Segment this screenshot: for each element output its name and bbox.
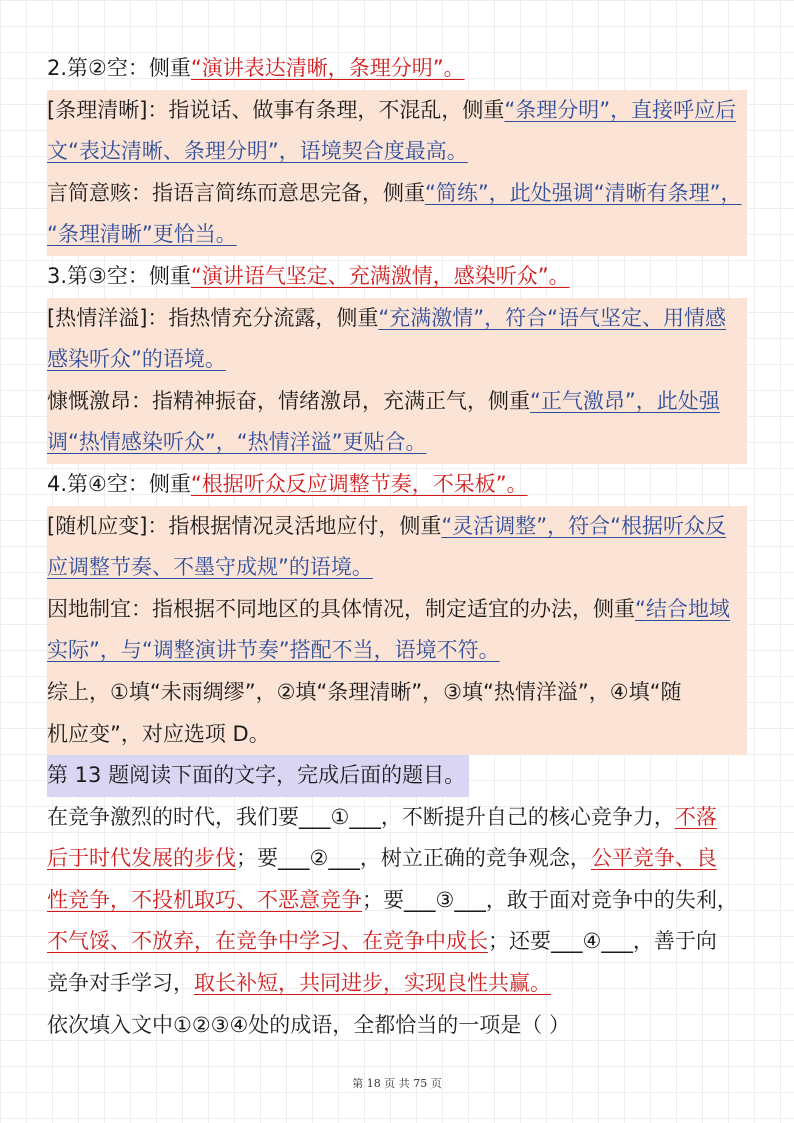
- answer-highlight: “演讲表达清晰，条理分明”。: [190, 56, 465, 80]
- text-line: [47, 131, 747, 173]
- text-segment: 依次填入文中①②③④处的成语，全都恰当的一项是（ ）: [47, 1012, 570, 1037]
- text-line: [47, 589, 747, 631]
- explanation-highlight: “正气激昂”，此处强: [530, 388, 720, 413]
- explanation-highlight: “条理分明”，直接呼应后: [504, 97, 737, 122]
- text-line: [47, 506, 747, 548]
- answer-highlight: 性竞争，不投机取巧、不恶意竞争: [47, 887, 362, 912]
- text-line: [47, 1005, 747, 1047]
- question-heading: 第 13 题阅读下面的文字，完成后面的题目。: [47, 755, 469, 797]
- text-segment: 竞争对手学习，: [47, 971, 194, 996]
- text-line: [47, 672, 747, 714]
- text-segment: ；要___②___，树立正确的竞争观念，: [236, 846, 591, 871]
- text-segment: 言简意赅：指语言简练而意思完备，侧重: [47, 180, 425, 205]
- text-line: [47, 547, 747, 589]
- document-body: [47, 48, 747, 1046]
- text-segment: [随机应变]：指根据情况灵活地应付，侧重: [47, 513, 442, 538]
- text-line: [47, 173, 747, 215]
- text-line: [47, 921, 747, 963]
- text-line: [47, 256, 747, 298]
- text-line: [47, 797, 747, 839]
- explanation-highlight: 应调整节奏、不墨守成规”的语境。: [47, 555, 373, 580]
- text-segment: 在竞争激烈的时代，我们要___①___，不断提升自己的核心竞争力，: [47, 804, 675, 829]
- text-line: [47, 880, 747, 922]
- text-line: [47, 838, 747, 880]
- text-segment: [条理清晰]：指说话、做事有条理，不混乱，侧重: [47, 97, 505, 122]
- text-segment: 综上，①填“未雨绸缪”，②填“条理清晰”，③填“热情洋溢”，④填“随: [47, 679, 682, 704]
- answer-highlight: 公平竞争、良: [590, 846, 717, 871]
- answer-highlight: 后于时代发展的步伐: [47, 846, 236, 871]
- text-segment: 机应变”，对应选项 D。: [47, 721, 270, 746]
- answer-highlight: 不气馁、不放弃，在竞争中学习、在竞争中成长: [47, 929, 488, 954]
- text-line: [47, 714, 747, 756]
- explanation-highlight: 调“热情感染听众”，“热情洋溢”更贴合。: [47, 430, 427, 455]
- answer-highlight: 取长补短，共同进步，实现良性共赢。: [194, 971, 551, 996]
- text-segment: ；还要___④___，善于向: [488, 929, 717, 954]
- text-segment: 因地制宜：指根据不同地区的具体情况，制定适宜的办法，侧重: [47, 596, 635, 621]
- text-segment: 3.第③空：侧重: [47, 263, 191, 288]
- explanation-highlight: “简练”，此处强调“清晰有条理”，: [425, 180, 742, 205]
- explanation-highlight: “灵活调整”，符合“根据听众反: [441, 513, 727, 538]
- text-line: [47, 90, 747, 132]
- answer-highlight: “根据听众反应调整节奏，不呆板”。: [190, 471, 528, 496]
- text-segment: 慷慨激昂：指精神振奋，情绪激昂，充满正气，侧重: [47, 388, 530, 413]
- page-footer: 第 18 页 共 75 页: [352, 1077, 442, 1090]
- text-line: [47, 630, 747, 672]
- answer-highlight: 不落: [674, 804, 717, 829]
- text-segment: 2.第②空：侧重: [47, 56, 191, 80]
- explanation-highlight: 文“表达清晰、条理分明”，语境契合度最高。: [47, 139, 468, 164]
- answer-highlight: “演讲语气坚定、充满激情，感染听众”。: [190, 263, 570, 288]
- text-line: [47, 339, 747, 381]
- text-line: [47, 48, 747, 90]
- text-line: [47, 298, 747, 340]
- text-line: [47, 755, 747, 797]
- text-segment: [热情洋溢]：指热情充分流露，侧重: [47, 305, 379, 330]
- explanation-highlight: “充满激情”，符合“语气坚定、用情感: [378, 305, 727, 330]
- explanation-highlight: 感染听众”的语境。: [47, 347, 226, 372]
- text-line: [47, 963, 747, 1005]
- explanation-highlight: “结合地域: [635, 596, 730, 621]
- text-line: [47, 214, 747, 256]
- text-line: [47, 381, 747, 423]
- explanation-highlight: “条理清晰”更恰当。: [47, 222, 237, 247]
- text-segment: 4.第④空：侧重: [47, 471, 191, 496]
- explanation-highlight: 实际”，与“调整演讲节奏”搭配不当，语境不符。: [47, 638, 500, 663]
- text-segment: ；要___③___，敢于面对竞争中的失利，: [362, 887, 738, 912]
- text-line: [47, 464, 747, 506]
- text-line: [47, 422, 747, 464]
